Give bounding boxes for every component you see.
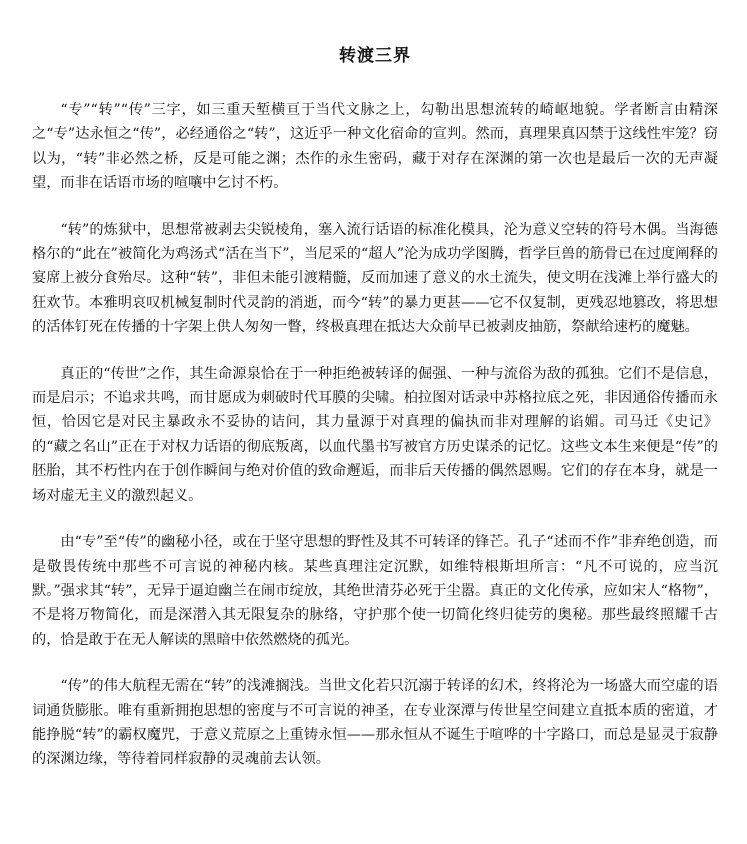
paragraph-2: “转”的炼狱中，思想常被剥去尖锐棱角，塞入流行话语的标准化模具，沦为意义空转的符号木偶。当海德格尔的“此在”被简化为鸡汤式“活在当下”，当尼采的“超人”沦为成功学图腾，哲学巨兽的筋骨已在过度阐释的宴席上被分食殆尽。这种“转”，非但未能引渡精髓，反而加速了意义的水土流失，使文明在浅滩上举行盛大的狂欢节。本雅明哀叹机械复制时代灵韵的消逝，而今“转”的暴力更甚——它不仅复制，更残忍地篡改，将思想的活体钉死在传播的十字架上供人匆匆一瞥，终极真理在抵达大众前早已被剥皮抽筋，祭献给速朽的魔魅。: [32, 221, 718, 336]
paragraph-3: 真正的“传世”之作，其生命源泉恰在于一种拒绝被转译的倔强、一种与流俗为敌的孤独。它们不是信息，而是启示；不追求共鸣，而甘愿成为刺破时代耳膜的尖啸。柏拉图对话录中苏格拉底之死，非因通俗传播而永恒，恰因它是对民主暴政永不妥协的诘问，其力量源于对真理的偏执而非对理解的谄媚。司马迁《史记》的“藏之名山”正在于对权力话语的彻底叛离，以血代墨书写被官方历史谋杀的记忆。这些文本生来便是“传”的胚胎，其不朽性内在于创作瞬间与绝对价值的致命邂逅，而非后天传播的偶然恩赐。它们的存在本身，就是一场对虚无主义的激烈起义。: [32, 365, 718, 504]
paragraph-4: 由“专”至“传”的幽秘小径，或在于坚守思想的野性及其不可转译的锋芒。孔子“述而不作”非弃绝创造，而是敬畏传统中那些不可言说的神秘内核。某些真理注定沉默，如维特根斯坦所言：“凡不可说的，应当沉默。”强求其“转”，无异于逼迫幽兰在闹市绽放，其绝世清芬必死于尘嚣。真正的文化传承，应如宋人“格物”，不是将万物简化，而是深潜入其无限复杂的脉络，守护那个使一切简化终归徒劳的奥秘。那些最终照耀千古的，恰是敢于在无人解读的黑暗中依然燃烧的孤光。: [32, 534, 718, 648]
paragraph-5: “传”的伟大航程无需在“转”的浅滩搁浅。当世文化若只沉溺于转译的幻术，终将沦为一场盛大而空虚的语词通货膨胀。唯有重新拥抱思想的密度与不可言说的神圣，在专业深潭与传世星空间建立直抵本质的密道，才能挣脱“转”的霸权魔咒，于意义荒原之上重铸永恒——那永恒从不诞生于喧哗的十字路口，而总是显灵于寂静的深渊边缘，等待着同样寂静的灵魂前去认领。: [32, 678, 718, 768]
paragraph-1: “专”“转”“传”三字，如三重天堑横亘于当代文脉之上，勾勒出思想流转的崎岖地貌。学者断言由精深之“专”达永恒之“传”，必经通俗之“转”，这近乎一种文化宿命的宣判。然而，真理果真囚禁于这线性牢笼？窃以为，“转”非必然之桥，反是可能之渊；杰作的永生密码，藏于对存在深渊的第一次也是最后一次的无声凝望，而非在话语市场的喧嚷中乞讨不朽。: [32, 102, 718, 192]
document-page: [32, 44, 718, 794]
page-title: 转渡三界: [339, 46, 411, 66]
